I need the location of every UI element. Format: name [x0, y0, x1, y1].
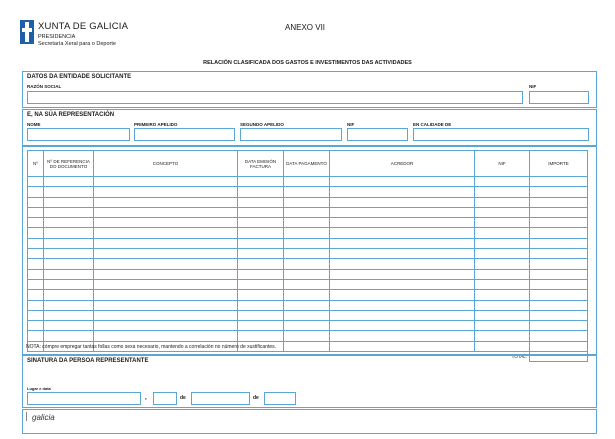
cell-document-ref[interactable]: [44, 218, 94, 228]
cell-nif[interactable]: [475, 331, 530, 341]
cell-concept[interactable]: [94, 331, 238, 341]
cell-payment-date[interactable]: [284, 321, 330, 331]
cell-amount[interactable]: [530, 197, 588, 207]
cell-creditor[interactable]: [330, 228, 475, 238]
cell-nif[interactable]: [475, 341, 530, 351]
col-payment-date: DATA PAGAMENTO: [284, 151, 330, 177]
cell-invoice-date[interactable]: [238, 238, 284, 248]
cell-concept[interactable]: [94, 187, 238, 197]
col-concept: CONCEPTO: [94, 151, 238, 177]
table-row: [28, 269, 588, 279]
cell-number[interactable]: [28, 310, 44, 320]
cell-number[interactable]: [28, 290, 44, 300]
cell-document-ref[interactable]: [44, 187, 94, 197]
cell-nif[interactable]: [475, 321, 530, 331]
cell-nif[interactable]: [475, 249, 530, 259]
cell-invoice-date[interactable]: [238, 207, 284, 217]
cell-invoice-date[interactable]: [238, 228, 284, 238]
cell-invoice-date[interactable]: [238, 279, 284, 289]
table-row: [28, 238, 588, 248]
cell-payment-date[interactable]: [284, 187, 330, 197]
cell-concept[interactable]: [94, 207, 238, 217]
cell-number[interactable]: [28, 279, 44, 289]
cell-payment-date[interactable]: [284, 249, 330, 259]
col-amount: IMPORTE: [530, 151, 588, 177]
cell-concept[interactable]: [94, 269, 238, 279]
cell-amount[interactable]: [530, 238, 588, 248]
cell-payment-date[interactable]: [284, 197, 330, 207]
cell-document-ref[interactable]: [44, 321, 94, 331]
note-text: NOTA: cómpre empregar tantas follas como sexa necesario, mantendo a correlación no número de xustificantes.: [26, 344, 277, 350]
rep-surname1-label: PRIMEIRO APELIDO: [134, 122, 178, 127]
cell-number[interactable]: [28, 228, 44, 238]
cell-payment-date[interactable]: [284, 310, 330, 320]
cell-document-ref[interactable]: [44, 177, 94, 187]
cell-creditor[interactable]: [330, 290, 475, 300]
cell-document-ref[interactable]: [44, 269, 94, 279]
cell-creditor[interactable]: [330, 321, 475, 331]
entity-name-label: RAZÓN SOCIAL: [27, 84, 62, 89]
xunta-logo-icon: [20, 20, 34, 44]
cell-nif[interactable]: [475, 259, 530, 269]
cell-creditor[interactable]: [330, 177, 475, 187]
rep-surname2-label: SEGUNDO APELIDO: [240, 122, 284, 127]
rep-surname1-field[interactable]: [134, 128, 235, 141]
entity-section-title: DATOS DA ENTIDADE SOLICITANTE: [27, 74, 132, 80]
table-row: [28, 187, 588, 197]
cell-nif[interactable]: [475, 290, 530, 300]
cell-amount[interactable]: [530, 177, 588, 187]
table-row: [28, 197, 588, 207]
table-row: [28, 218, 588, 228]
cell-payment-date[interactable]: [284, 228, 330, 238]
cell-nif[interactable]: [475, 310, 530, 320]
rep-name-label: NOME: [27, 122, 41, 127]
cell-number[interactable]: [28, 218, 44, 228]
table-row: [28, 290, 588, 300]
cell-amount[interactable]: [530, 279, 588, 289]
comma-separator: ,: [145, 395, 147, 401]
table-row: [28, 279, 588, 289]
place-field[interactable]: [27, 392, 141, 405]
cell-payment-date[interactable]: [284, 290, 330, 300]
cell-payment-date[interactable]: [284, 218, 330, 228]
cell-invoice-date[interactable]: [238, 218, 284, 228]
cell-creditor[interactable]: [330, 218, 475, 228]
cell-invoice-date[interactable]: [238, 310, 284, 320]
footer-section: [22, 409, 597, 434]
cell-nif[interactable]: [475, 207, 530, 217]
logo-secretariat: Secretaría Xeral para o Deporte: [38, 41, 116, 47]
cell-document-ref[interactable]: [44, 331, 94, 341]
cell-amount[interactable]: [530, 310, 588, 320]
cell-number[interactable]: [28, 177, 44, 187]
cell-concept[interactable]: [94, 218, 238, 228]
footer-logo: galicia: [32, 413, 55, 422]
total-label: TOTAL:: [511, 354, 527, 360]
cell-document-ref[interactable]: [44, 238, 94, 248]
col-invoice-date: DATA EMISIÓN FACTURA: [238, 151, 284, 177]
cell-document-ref[interactable]: [44, 249, 94, 259]
representative-section-title: E, NA SÚA REPRESENTACIÓN: [27, 112, 115, 118]
cell-invoice-date[interactable]: [238, 187, 284, 197]
cell-concept[interactable]: [94, 249, 238, 259]
cell-amount[interactable]: [530, 259, 588, 269]
cell-concept[interactable]: [94, 321, 238, 331]
cell-invoice-date[interactable]: [238, 177, 284, 187]
cell-nif[interactable]: [475, 187, 530, 197]
cell-number[interactable]: [28, 300, 44, 310]
cell-amount[interactable]: [530, 321, 588, 331]
cell-document-ref[interactable]: [44, 290, 94, 300]
cell-payment-date[interactable]: [284, 341, 330, 351]
table-row: [28, 207, 588, 217]
cell-invoice-date[interactable]: [238, 300, 284, 310]
col-creditor: ACREDOR: [330, 151, 475, 177]
cell-payment-date[interactable]: [284, 207, 330, 217]
col-document-ref: Nº DE REFERENCIA DO DOCUMENTO: [44, 151, 94, 177]
cell-creditor[interactable]: [330, 187, 475, 197]
cell-invoice-date[interactable]: [238, 197, 284, 207]
cell-concept[interactable]: [94, 259, 238, 269]
annex-label: ANEXO VII: [285, 23, 326, 32]
rep-name-field[interactable]: [27, 128, 130, 141]
cell-document-ref[interactable]: [44, 228, 94, 238]
cell-nif[interactable]: [475, 228, 530, 238]
cell-payment-date[interactable]: [284, 269, 330, 279]
cell-invoice-date[interactable]: [238, 269, 284, 279]
cell-invoice-date[interactable]: [238, 331, 284, 341]
cell-nif[interactable]: [475, 177, 530, 187]
month-field[interactable]: [191, 392, 250, 405]
expenses-table: [27, 150, 588, 362]
cell-nif[interactable]: [475, 279, 530, 289]
place-date-label: Lugar e data: [27, 386, 51, 391]
cell-creditor[interactable]: [330, 269, 475, 279]
cell-document-ref[interactable]: [44, 300, 94, 310]
year-field[interactable]: [264, 392, 296, 405]
cell-amount[interactable]: [530, 207, 588, 217]
rep-capacity-label: EN CALIDADE DE: [413, 122, 452, 127]
cell-number[interactable]: [28, 321, 44, 331]
cell-amount[interactable]: [530, 290, 588, 300]
cell-invoice-date[interactable]: [238, 290, 284, 300]
cell-creditor[interactable]: [330, 207, 475, 217]
cell-concept[interactable]: [94, 228, 238, 238]
de-label-1: de: [180, 395, 186, 401]
cell-concept[interactable]: [94, 197, 238, 207]
table-row: [28, 300, 588, 310]
cell-amount[interactable]: [530, 300, 588, 310]
cell-amount[interactable]: [530, 331, 588, 341]
logo-name: XUNTA DE GALICIA: [38, 21, 129, 32]
table-row: [28, 177, 588, 187]
cell-invoice-date[interactable]: [238, 259, 284, 269]
cell-concept[interactable]: [94, 310, 238, 320]
cell-creditor[interactable]: [330, 249, 475, 259]
entity-name-field[interactable]: [27, 91, 523, 104]
cell-creditor[interactable]: [330, 341, 475, 351]
table-row: [28, 331, 588, 341]
table-row: [28, 228, 588, 238]
cell-payment-date[interactable]: [284, 300, 330, 310]
cell-number[interactable]: [28, 249, 44, 259]
table-row: [28, 259, 588, 269]
cell-payment-date[interactable]: [284, 259, 330, 269]
cell-nif[interactable]: [475, 238, 530, 248]
cell-number[interactable]: [28, 269, 44, 279]
cell-creditor[interactable]: [330, 197, 475, 207]
cell-concept[interactable]: [94, 300, 238, 310]
day-field[interactable]: [153, 392, 177, 405]
entity-nif-field[interactable]: [529, 91, 589, 104]
cell-payment-date[interactable]: [284, 238, 330, 248]
cell-document-ref[interactable]: [44, 279, 94, 289]
cell-concept[interactable]: [94, 279, 238, 289]
cell-creditor[interactable]: [330, 279, 475, 289]
table-header-row: [28, 151, 588, 177]
table-row: [28, 310, 588, 320]
table-row: [28, 249, 588, 259]
rep-nif-field[interactable]: [347, 128, 408, 141]
cell-nif[interactable]: [475, 300, 530, 310]
cell-creditor[interactable]: [330, 310, 475, 320]
cell-nif[interactable]: [475, 197, 530, 207]
de-label-2: de: [253, 395, 259, 401]
cell-amount[interactable]: [530, 187, 588, 197]
entity-nif-label: NIF: [529, 84, 537, 89]
col-number: Nº: [28, 151, 44, 177]
cell-payment-date[interactable]: [284, 331, 330, 341]
cell-creditor[interactable]: [330, 238, 475, 248]
cell-amount[interactable]: [530, 269, 588, 279]
cell-creditor[interactable]: [330, 259, 475, 269]
cell-payment-date[interactable]: [284, 279, 330, 289]
cell-concept[interactable]: [94, 238, 238, 248]
cell-document-ref[interactable]: [44, 197, 94, 207]
cell-concept[interactable]: [94, 177, 238, 187]
cell-document-ref[interactable]: [44, 310, 94, 320]
cell-number[interactable]: [28, 331, 44, 341]
cell-number[interactable]: [28, 259, 44, 269]
cell-number[interactable]: [28, 207, 44, 217]
cell-creditor[interactable]: [330, 300, 475, 310]
cell-invoice-date[interactable]: [238, 321, 284, 331]
cell-number[interactable]: [28, 238, 44, 248]
table-row: [28, 321, 588, 331]
cell-amount[interactable]: [530, 249, 588, 259]
page-title: RELACIÓN CLASIFICADA DOS GASTOS E INVESTIMENTOS DAS ACTIVIDADES: [203, 60, 412, 66]
cell-document-ref[interactable]: [44, 259, 94, 269]
cell-invoice-date[interactable]: [238, 249, 284, 259]
cell-creditor[interactable]: [330, 331, 475, 341]
cell-number[interactable]: [28, 187, 44, 197]
cell-nif[interactable]: [475, 269, 530, 279]
signature-section-title: SINATURA DA PERSOA REPRESENTANTE: [27, 358, 149, 364]
logo-presidency: PRESIDENCIA: [38, 34, 76, 40]
cell-nif[interactable]: [475, 218, 530, 228]
cell-number[interactable]: [28, 197, 44, 207]
cell-amount[interactable]: [530, 218, 588, 228]
cell-concept[interactable]: [94, 290, 238, 300]
rep-nif-label: NIF: [347, 122, 355, 127]
rep-surname2-field[interactable]: [240, 128, 342, 141]
cell-amount[interactable]: [530, 341, 588, 351]
cell-amount[interactable]: [530, 228, 588, 238]
rep-capacity-field[interactable]: [413, 128, 589, 141]
cell-payment-date[interactable]: [284, 177, 330, 187]
col-nif: NIF: [475, 151, 530, 177]
cell-document-ref[interactable]: [44, 207, 94, 217]
